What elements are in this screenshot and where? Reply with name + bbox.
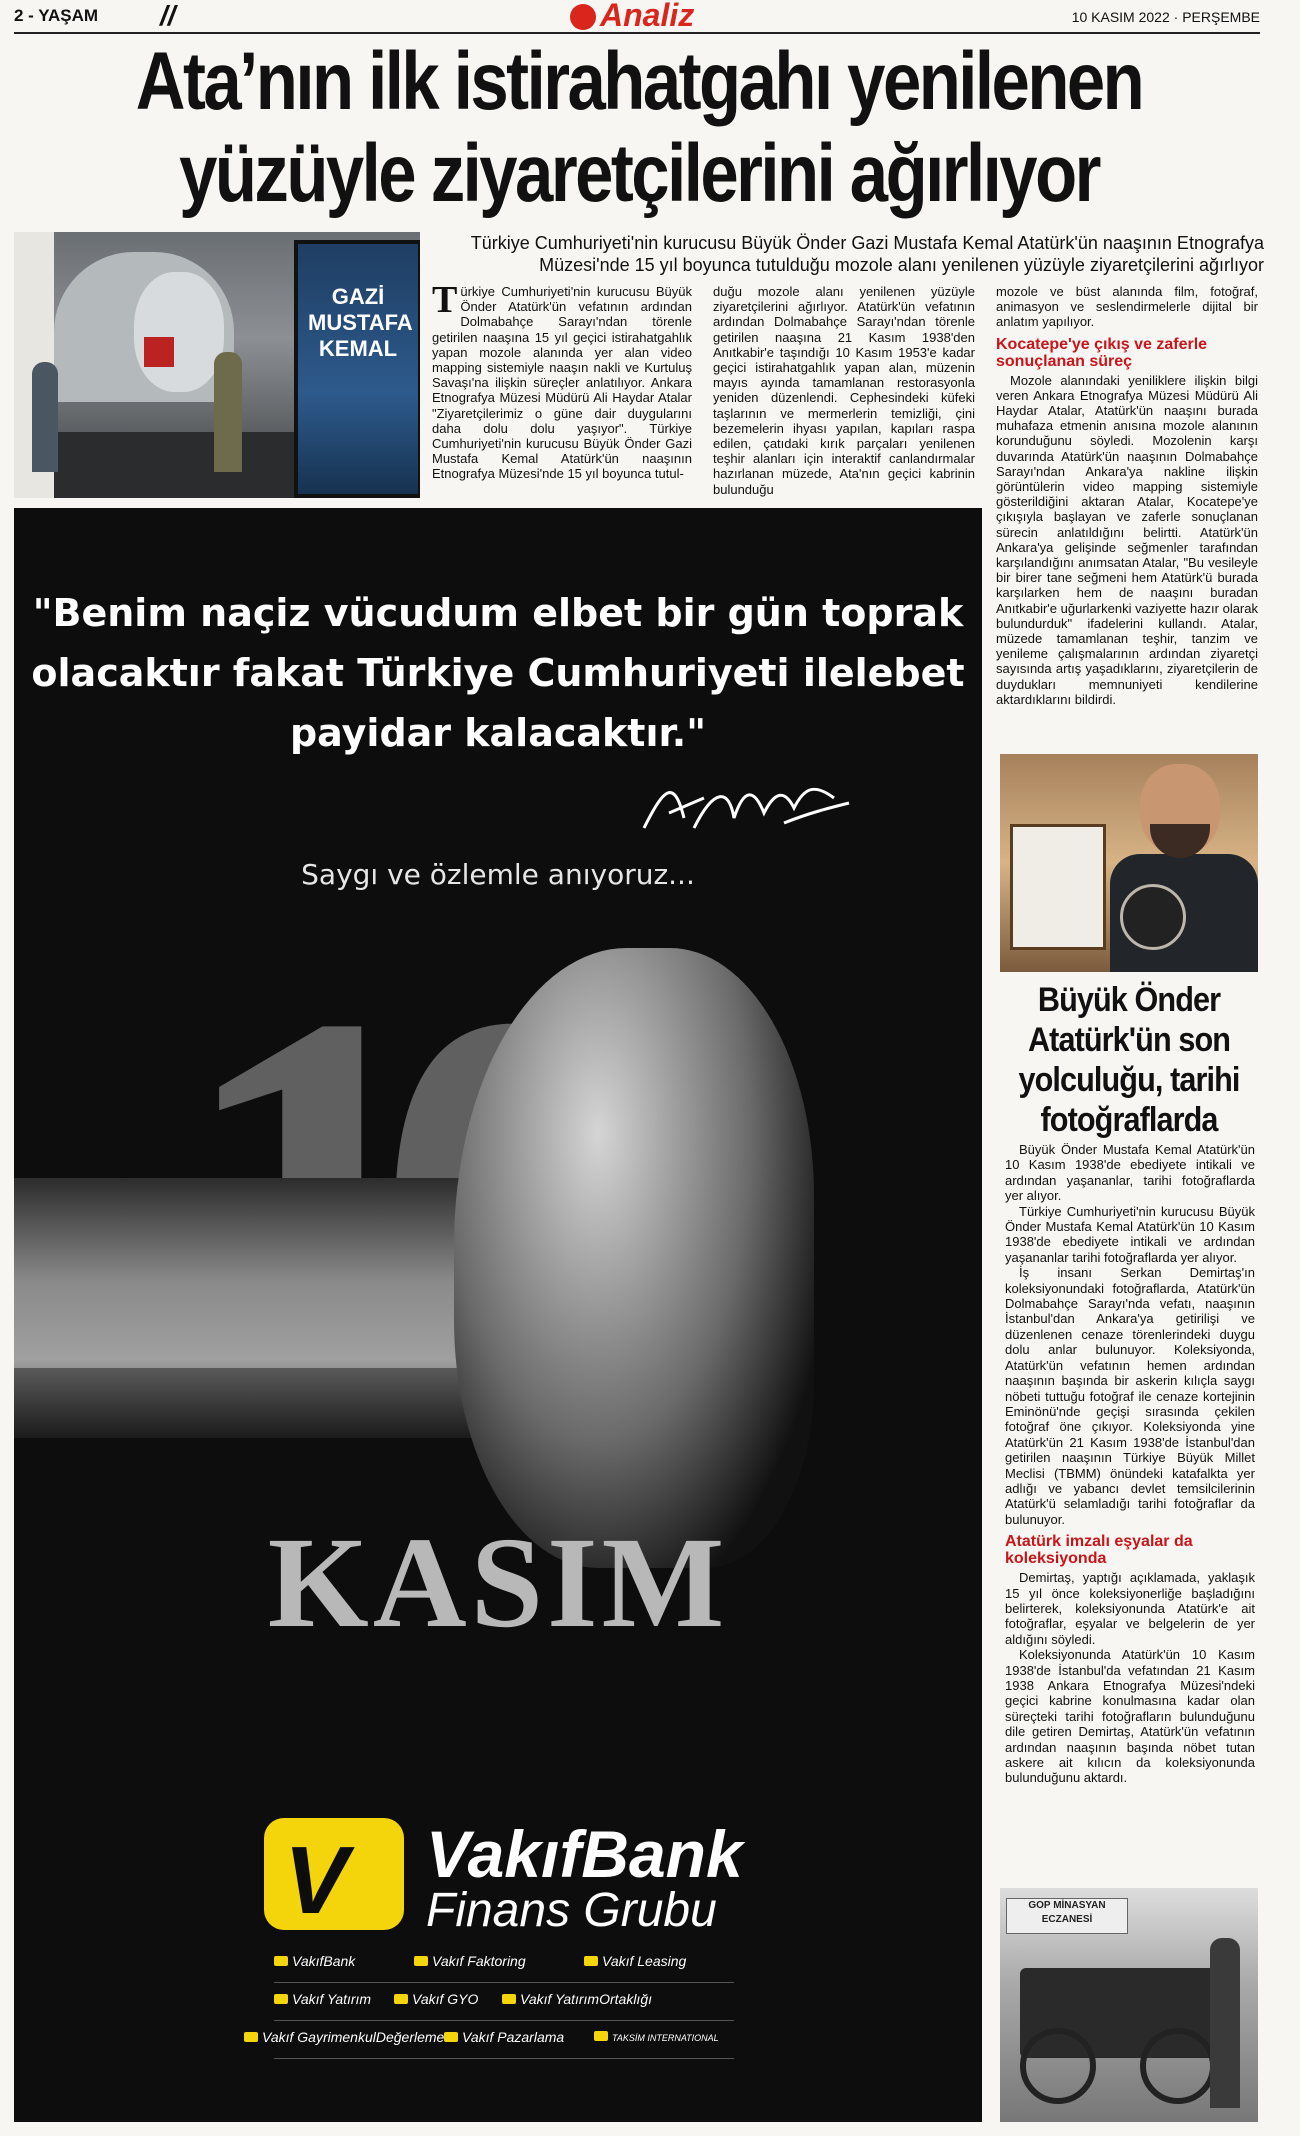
article-text: duğu mozole alanı yenilenen yüzüyle ziyaretçilerini ağırlıyor. Atatürk'ün vefatının ardından Dolmabahçe Sarayı'ndan törenle getirilen naaşına 21 Kasım 1938'den Anıtkabir'e taşındığı 10 Kasım 1953'e kadar geçici istirahatgahlık yapan alan, müzenin mayıs ayında tamamlanan restorasyonla yeniden düzenlendi. Cephesindeki küfeki taşlarının ve mermerlerin temizliği, çini bezemelerin ihyası yapılan, kapıları raspa edilen, çatıdaki kırık parçaları yenilenen teşhir alanları için interaktif canlandırmalar hazırlanan müzede, Ata'nın geçici kabrinin bulunduğu xyxy=(713,284,975,497)
museum-photo xyxy=(14,232,420,498)
dolmabahce-palace-image xyxy=(14,1178,484,1438)
sidebar-paragraph: İş insanı Serkan Demirtaş'ın koleksiyonundaki fotoğraflarda, Atatürk'ün Dolmabahçe Sarayı'nda vefatı, naaşının İstanbul'dan Ankara'ya getirilişi ve düzenlenen cenaze törenlerindeki duygu dolu anlar bulunuyor. Koleksiyonda, Atatürk'ün vefatının hemen ardından naaşının başında bir askerin kılıçla saygı nöbeti tuttuğu fotoğraf ile cenaze kortejinin Eminönü'nde geçişi sırasında çekilen fotoğraf öne çıkıyor. Koleksiyonda yine Atatürk'ün 21 Kasım 1938'de İstanbul'dan getirilen naaşının Türkiye Büyük Millet Meclisi (TBMM) önündeki katafalkta yer adlığı ve yabancı devlet temsilcilerinin Atatürk'ü selamladığı tarihi fotoğraflar da bulunuyor. xyxy=(1005,1265,1255,1527)
cart-wheel xyxy=(1020,2028,1096,2104)
article-column-3 xyxy=(996,284,1258,707)
sidebar-paragraph: Türkiye Cumhuriyeti'nin kurucusu Büyük Önder Mustafa Kemal Atatürk'ün 10 Kasım 1938'de ebediyete intikali ve ardından yaşananlar tarihi fotoğraflarda yer alıyor. xyxy=(1005,1203,1255,1265)
vakifbank-advertisement xyxy=(14,508,982,2122)
company-item: Vakıf Leasing xyxy=(584,1953,686,1969)
vakifbank-logo-icon: V xyxy=(264,1818,404,1930)
photo-person-beard xyxy=(1150,824,1210,858)
collector-photo xyxy=(1000,754,1258,972)
sidebar-body xyxy=(1005,1142,1255,1786)
header-rule xyxy=(14,32,1260,34)
company-item: TAKSİM INTERNATIONAL xyxy=(594,2031,719,2043)
drop-cap: T xyxy=(432,279,458,321)
issue-date: 10 KASIM 2022 · PERŞEMBE xyxy=(1071,9,1260,25)
company-divider xyxy=(274,2020,734,2021)
article-column-1 xyxy=(432,279,692,482)
month-kasim: KASIM xyxy=(267,1511,729,1655)
historic-photo xyxy=(1000,1888,1258,2122)
sidebar-paragraph: Koleksiyonunda Atatürk'ün 10 Kasım 1938'de İstanbul'da vefatından 21 Kasım 1938 Ankara Etnografya Müzesi'ndeki geçici kabrine konulmasına kadar olan süreçteki tarihi fotoğrafların bulunduğunu dile getiren Demirtaş, Atatürk'ün vefatının ardından naaşının başında nöbet tutan askere ait kılıcın da koleksiyonunda bulunduğunu aktardı. xyxy=(1005,1647,1255,1786)
historic-soldier xyxy=(1210,1938,1240,2108)
ataturk-profile-image xyxy=(454,948,814,1568)
subheadline: Türkiye Cumhuriyeti'nin kurucusu Büyük Önder Gazi Mustafa Kemal Atatürk'ün naaşının Etnografya Müzesi'nde 15 yıl boyunca tutulduğu mozole alanı yenilenen yüzüyle ziyaretçilerini ağırlıyor xyxy=(470,233,1264,275)
brand-group: Finans Grubu xyxy=(426,1884,717,1937)
company-item: Vakıf YatırımOrtaklığı xyxy=(502,1991,652,2007)
article-text: mozole ve büst alanında film, fotoğraf, animasyon ve seslendirmelerle dijital bir anlatım yapılıyor. xyxy=(996,284,1258,330)
article-text: ürkiye Cumhuriyeti'nin kurucusu Büyük Önder Atatürk'ün vefatının ardından Dolmabahçe Sarayı'ndan törenle getirilen naaşına 15 yıl geçici istirahatgahlık yapan mozole alanında yer alan video mapping sistemiyle naaşın nakli ve Kurtuluş Savaşı'na ilişkin süreçler anlatılıyor. Ankara Etnografya Müzesi Müdürü Ali Haydar Atalar "Ziyaretçilerimiz o güne dair duygularını daha dolu dolu yaşıyor". Türkiye Cumhuriyeti'nin kurucusu Büyük Önder Gazi Mustafa Kemal Atatürk'ün naaşının Etnografya Müzesi'nde 15 yıl boyunca tutul- xyxy=(432,284,692,482)
photo-projection xyxy=(134,272,224,392)
photo-sign-text: GAZİ MUSTAFA KEMAL xyxy=(308,284,413,361)
sidebar-paragraph: Demirtaş, yaptığı açıklamada, yaklaşık 15 yıl önce koleksiyonerliğe başladığını belirterek, koleksiyonunda Atatürk'e ait fotoğraflar, eşyalar ve belgelerin de yer aldığını söyledi. xyxy=(1005,1570,1255,1647)
ataturk-quote: "Benim naçiz vücudum elbet bir gün toprak olacaktır fakat Türkiye Cumhuriyeti ilelebet payidar kalacaktır." xyxy=(31,591,965,755)
company-divider xyxy=(274,2058,734,2059)
sidebar-title: Büyük Önder Atatürk'ün son yolculuğu, tarihi fotoğraflarda xyxy=(1018,981,1240,1139)
ad-tagline: Saygı ve özlemle anıyoruz... xyxy=(301,858,695,891)
headline-line2: yüzüyle ziyaretçilerini ağırlıyor xyxy=(179,128,1099,219)
article-subheading: Kocatepe'ye çıkış ve zaferle sonuçlanan süreç xyxy=(996,335,1208,370)
headline-line1: Ata’nın ilk istirahatgahı yenilenen xyxy=(135,36,1143,127)
company-item: Vakıf Pazarlama xyxy=(444,2029,564,2045)
photo-framed-portrait xyxy=(1010,824,1106,950)
article-column-2 xyxy=(713,284,975,497)
page-header xyxy=(0,0,1300,32)
logo-word: Analiz xyxy=(600,0,695,33)
company-item: VakıfBank xyxy=(274,1953,355,1969)
photo-record xyxy=(1120,884,1186,950)
article-text: Mozole alanındaki yeniliklere ilişkin bilgi veren Ankara Etnografya Müzesi Müdürü Ali Haydar Atalar, Atatürk'ün naaşını burada muhafaza etmenin anısına mozole alanının korunduğunu söyledi. Mozolenin karşı duvarında Atatürk'ün naaşının Dolmabahçe Sarayı'ndan Ankara'ya nakline ilişkin görüntülerin video mapping sistemiyle gösterildiğini aktaran Atalar, Kocatepe'ye çıkışıyla başlayan ve zaferle sonuçlanan sürecin anlatıldığını belirtti. Atatürk'ün Ankara'ya gelişinde seğmenler tarafından karşılandığını anımsatan Atalar, "Bu vesileyle bir birer tane seğmeni hem Atatürk'ü burada karşılarken hem de naaşını buradan Anıtkabir'e uğurlarkenki vaziyette hazır olarak bulundurduk" ifadelerini kullandı. Atalar, müzede tamamlanan teşhir, tanzim ve yenileme çalışmalarının ardından ziyaretçi sayısında artış yaşadıklarını, ziyaretçilerin de duydukları memnuniyeti kendilerine aktardıklarını bildirdi. xyxy=(996,372,1258,707)
historic-sign: GOP MİNASYAN ECZANESİ xyxy=(1006,1898,1128,1934)
brand-name: VakıfBank xyxy=(426,1817,743,1891)
company-divider xyxy=(274,1982,734,1983)
photo-sign xyxy=(294,240,420,498)
company-item: Vakıf Faktoring xyxy=(414,1953,526,1969)
photo-visitor xyxy=(214,352,242,472)
company-item: Vakıf Yatırım xyxy=(274,1991,371,2007)
sidebar-paragraph: Büyük Önder Mustafa Kemal Atatürk'ün 10 Kasım 1938'de ebediyete intikali ve ardından yaşananlar, tarihi fotoğraflarda yer alıyor. xyxy=(1005,1142,1255,1204)
company-item: Vakıf GYO xyxy=(394,1991,478,2007)
photo-red-plaque xyxy=(144,337,174,367)
photo-visitor xyxy=(32,362,58,472)
group-companies xyxy=(262,1953,734,2083)
logo-mark-icon xyxy=(570,4,596,30)
cart-wheel xyxy=(1140,2028,1216,2104)
ataturk-signature-icon xyxy=(634,768,854,848)
palace-water xyxy=(14,1368,484,1438)
sidebar-subheading: Atatürk imzalı eşyalar da koleksiyonda xyxy=(1005,1533,1193,1568)
header-slash: // xyxy=(160,0,176,31)
company-item: Vakıf GayrimenkulDeğerleme xyxy=(244,2029,444,2045)
section-label: 2 - YAŞAM xyxy=(14,6,99,25)
